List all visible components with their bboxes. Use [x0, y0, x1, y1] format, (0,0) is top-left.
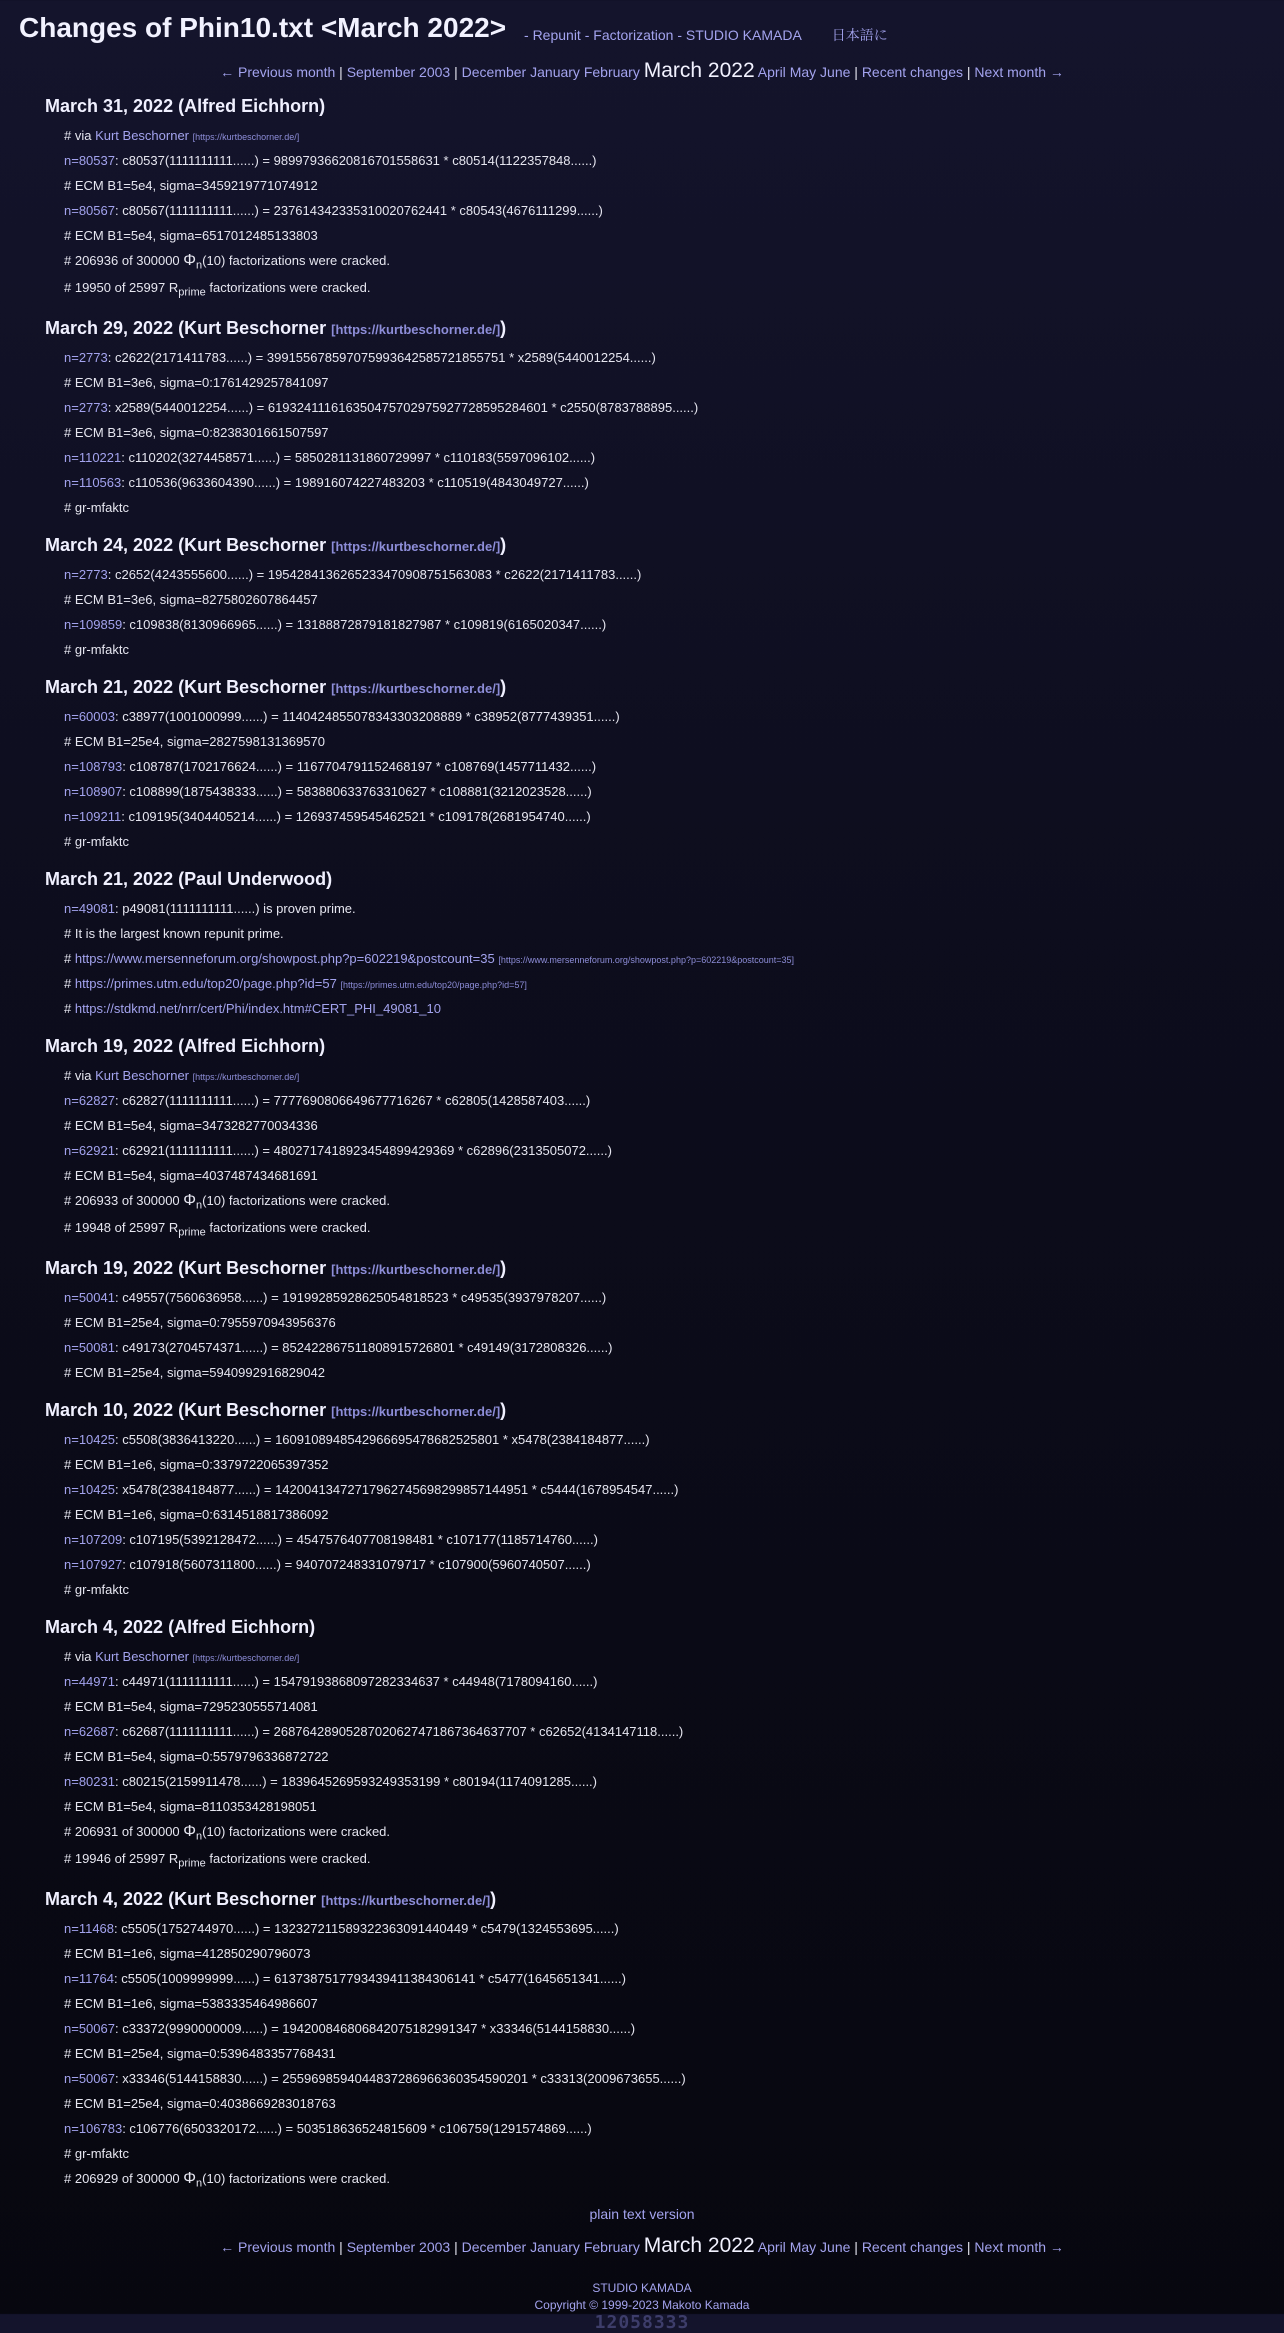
- entry-date: March 19, 2022: [45, 1258, 174, 1278]
- factor-line: [64, 804, 1284, 829]
- entry-date: March 31, 2022: [45, 96, 174, 116]
- factor-text: : x2589(5440012254......) = 619324111616350475702975927728595284601 * c2550(8783788895......): [107, 400, 699, 415]
- factor-text: : c107195(5392128472......) = 454757640770819​8481 * c107177(1185714760......): [122, 1532, 598, 1547]
- comment-line: # ECM B1=5e4, sigma=8110353428198051: [64, 1799, 317, 1814]
- comment-line: # gr-mfaktc: [64, 642, 130, 657]
- via-prefix: # via: [64, 1068, 96, 1083]
- may-link[interactable]: May: [789, 64, 817, 80]
- phi-suffix: (10) factorizations were cracked.: [202, 1193, 391, 1208]
- footer: [0, 2280, 1284, 2332]
- entry-heading: March 19, 2022 (Kurt Beschorner [https://kurtbeschorner.de/]): [45, 1258, 507, 1278]
- factorization-link[interactable]: Factorization: [593, 27, 674, 43]
- change-entry: [45, 673, 1284, 854]
- month-nav-top: [0, 59, 1284, 92]
- comment-line: # ECM B1=25e4, sigma=5940992916829042: [64, 1365, 325, 1380]
- phi-suffix: (10) factorizations were cracked.: [202, 2171, 391, 2186]
- nav-sep: |: [850, 64, 862, 80]
- comment-line: # ECM B1=1e6, sigma=5383335464986607: [64, 1996, 318, 2011]
- comment-line: # ECM B1=3e6, sigma=0:8238301661507597: [64, 425, 329, 440]
- nav-sep: |: [963, 2239, 975, 2255]
- reference-prefix: #: [64, 976, 75, 991]
- footer-studio-link[interactable]: STUDIO KAMADA: [592, 2281, 692, 2295]
- factor-line: [64, 562, 1284, 587]
- via-line: [64, 123, 1284, 148]
- dec-link[interactable]: December: [461, 64, 527, 80]
- n-link[interactable]: n=106783: [64, 2121, 123, 2136]
- entry-author: Paul Underwood: [184, 869, 327, 889]
- via-line: [64, 1644, 1284, 1669]
- n-link[interactable]: n=62827: [64, 1093, 115, 1108]
- close-paren: ): [500, 318, 507, 338]
- entry-author: Kurt Beschorner: [184, 1400, 327, 1420]
- dec-link[interactable]: December: [461, 2239, 527, 2255]
- comment-line: # ECM B1=25e4, sigma=2827598131369570: [64, 734, 325, 749]
- factor-line: [64, 2066, 1284, 2091]
- factor-line: [64, 754, 1284, 779]
- factor-text: : c2622(2171411783......) = 399155678597075993642585721855751 * x2589(5440012254......): [107, 350, 656, 365]
- n-link[interactable]: n=62687: [64, 1724, 115, 1739]
- change-entry: [45, 531, 1284, 662]
- author-url-link[interactable]: [https://kurtbeschorner.de/]: [331, 681, 501, 696]
- nav-sep: |: [450, 2239, 462, 2255]
- rprime-subscript: prime: [178, 286, 206, 299]
- factor-line: [64, 1477, 1284, 1502]
- factor-line: [64, 1719, 1284, 1744]
- phi-count-line: [64, 1819, 1284, 1844]
- n-link[interactable]: n=80231: [64, 1774, 115, 1789]
- n-link[interactable]: n=110563: [64, 475, 122, 490]
- phi-symbol: Φ: [183, 2170, 197, 2187]
- factor-line: [64, 896, 1284, 921]
- phi-symbol: Φ: [183, 1192, 197, 1209]
- author-url-link[interactable]: [https://kurtbeschorner.de/]: [331, 1262, 501, 1277]
- studio-kamada-link[interactable]: STUDIO KAMADA: [685, 27, 802, 43]
- phi-subscript: n: [196, 1199, 203, 1212]
- factor-text: : c108787(1702176624......) = 1167704791152468197 * c108769(1457711432......): [122, 759, 597, 774]
- n-link[interactable]: n=60003: [64, 709, 115, 724]
- close-paren: ): [500, 1400, 507, 1420]
- comment-line: # ECM B1=5e4, sigma=7295230555714081: [64, 1699, 318, 1714]
- factor-line: [64, 1527, 1284, 1552]
- n-link[interactable]: n=11468: [64, 1921, 115, 1936]
- via-name-link[interactable]: Kurt Beschorner: [95, 1649, 190, 1664]
- plain-text-row: [0, 2202, 1284, 2226]
- via-url-link[interactable]: [https://kurtbeschorner.de/]: [192, 132, 300, 142]
- change-entry: [45, 1885, 1284, 2191]
- comment-line: # ECM B1=5e4, sigma=4037487434681691: [64, 1168, 318, 1183]
- reference-url-link[interactable]: [https://www.mersenneforum.org/showpost.php?p=602219&postcount=35]: [498, 955, 795, 965]
- factor-text: : c110202(3274458571......) = 585028113186072​9997 * c110183(5597096102......): [121, 450, 596, 465]
- access-counter: 12058333: [594, 2312, 690, 2333]
- entry-author: Kurt Beschorner: [184, 677, 327, 697]
- factor-text: : c109838(8130966965......) = 13188872879181827987 * c109819(6165020347......): [122, 617, 607, 632]
- phi-prefix: # 206929 of 300000: [64, 2171, 184, 2186]
- phi-suffix: (10) factorizations were cracked.: [202, 1824, 391, 1839]
- entry-date: March 29, 2022: [45, 318, 174, 338]
- entry-author: Alfred Eichhorn: [184, 96, 320, 116]
- factor-text: : c109195(3404405214......) = 126937459545462521 * c109178(2681954740......): [121, 809, 591, 824]
- current-month: March 2022: [643, 2234, 755, 2257]
- factor-line: [64, 2116, 1284, 2141]
- reference-url-link[interactable]: [https://primes.utm.edu/top20/page.php?id=57]: [340, 980, 527, 990]
- comment-line: # ECM B1=1e6, sigma=0:6314518817386092: [64, 1507, 329, 1522]
- reference-link[interactable]: https://www.mersenneforum.org/showpost.php?p=602219&postcount=35: [74, 951, 495, 966]
- n-link[interactable]: n=50081: [64, 1340, 115, 1355]
- n-link[interactable]: n=80567: [64, 203, 115, 218]
- jun-link[interactable]: June: [820, 2239, 851, 2255]
- factor-text: : c80537(1111111111......) = 989979366208167015586​31 * c80514(1122357848......): [114, 153, 597, 168]
- nav-sep: |: [450, 64, 462, 80]
- n-link[interactable]: n=50067: [64, 2071, 115, 2086]
- factor-text: : c62827(1111111111......) = 7777690806649677716267 * c62805(1428587403......): [114, 1093, 591, 1108]
- comment-line: # ECM B1=5e4, sigma=0:5579796336872722: [64, 1749, 329, 1764]
- factor-text: : c106776(6503320172......) = 503518636524815609 * c106759(1291574869......): [122, 2121, 592, 2136]
- comment-line: # ECM B1=25e4, sigma=0:7955970943956376: [64, 1315, 336, 1330]
- phi-subscript: n: [196, 2177, 203, 2190]
- factor-text: : c80215(2159911478......) = 183964526959324935319​9 * c80194(1174091285......): [114, 1774, 597, 1789]
- recent-changes-link[interactable]: Recent changes: [861, 2239, 963, 2255]
- change-entry: [45, 1254, 1284, 1385]
- factor-line: [64, 1138, 1284, 1163]
- factor-text: : c107918(5607311800......) = 940707248331079717 * c107900(5960740507......): [122, 1557, 591, 1572]
- change-entry: [45, 1032, 1284, 1243]
- rprime-suffix: factorizations were cracked.: [205, 280, 371, 295]
- phi-symbol: Φ: [183, 1823, 197, 1840]
- factor-line: [64, 148, 1284, 173]
- author-url-link[interactable]: [https://kurtbeschorner.de/]: [331, 322, 501, 337]
- close-paren: ): [500, 677, 507, 697]
- may-link[interactable]: May: [789, 2239, 817, 2255]
- header-links: [524, 25, 888, 45]
- author-url-link[interactable]: [https://kurtbeschorner.de/]: [331, 1404, 501, 1419]
- next-month-link[interactable]: Next month →: [974, 2239, 1064, 2255]
- via-prefix: # via: [64, 1649, 96, 1664]
- rprime-suffix: factorizations were cracked.: [205, 1220, 371, 1235]
- factor-text: : c44971(1111111111......) = 1547919386809728233​4637 * c44948(7178094160......): [114, 1674, 598, 1689]
- entry-date: March 4, 2022: [45, 1889, 164, 1909]
- recent-changes-link[interactable]: Recent changes: [861, 64, 963, 80]
- entry-heading: March 4, 2022 (Kurt Beschorner [https://kurtbeschorner.de/]): [45, 1889, 497, 1909]
- change-entry: [45, 865, 1284, 1021]
- n-link[interactable]: n=108907: [64, 784, 123, 799]
- factor-text: : c62921(1111111111......) = 48027174189234548994293​69 * c62896(2313505072......): [114, 1143, 612, 1158]
- reference-line: [64, 971, 1284, 996]
- factor-text: : c33372(9990000009......) = 1942008468068420751829913​47 * x33346(5144158830......): [114, 2021, 636, 2036]
- author-url-link[interactable]: [https://kurtbeschorner.de/]: [321, 1893, 491, 1908]
- comment-line: # gr-mfaktc: [64, 500, 130, 515]
- entry-date: March 24, 2022: [45, 535, 174, 555]
- rprime-subscript: prime: [178, 1226, 206, 1239]
- entry-author: Kurt Beschorner: [184, 318, 327, 338]
- phi-symbol: Φ: [183, 252, 197, 269]
- plain-text-link[interactable]: plain text version: [589, 2206, 695, 2222]
- factor-line: [64, 1088, 1284, 1113]
- factor-line: [64, 1966, 1284, 1991]
- comment-line: # ECM B1=1e6, sigma=4128502907960​73: [64, 1946, 311, 1961]
- jan-link[interactable]: January: [530, 64, 580, 80]
- close-paren: ): [319, 96, 326, 116]
- n-link[interactable]: n=2773: [64, 350, 108, 365]
- factor-line: [64, 1285, 1284, 1310]
- n-link[interactable]: n=108793: [64, 759, 123, 774]
- phi-suffix: (10) factorizations were cracked.: [202, 253, 391, 268]
- copyright: Copyright © 1999-2023 Makoto Kamada: [534, 2298, 750, 2312]
- comment-line: # ECM B1=5e4, sigma=6517012485133803: [64, 228, 318, 243]
- comment-line: # It is the largest known repunit prime.: [64, 926, 284, 941]
- n-link[interactable]: n=109211: [64, 809, 122, 824]
- factor-text: : c49173(2704574371......) = 8524228675118089157268​01 * c49149(3172808326......): [114, 1340, 613, 1355]
- factor-text: : c5505(1009999999......) = 6137387517793439411384306141 * c5477(1645651341......): [114, 1971, 626, 1986]
- entry-heading: March 31, 2022 (Alfred Eichhorn): [45, 96, 326, 116]
- via-url-link[interactable]: [https://kurtbeschorner.de/]: [192, 1653, 300, 1663]
- factor-line: [64, 2016, 1284, 2041]
- reference-line: [64, 946, 1284, 971]
- rprime-prefix: # 19950 of 25997 R: [64, 280, 179, 295]
- factor-line: [64, 445, 1284, 470]
- n-link[interactable]: n=107927: [64, 1557, 123, 1572]
- comment-line: # gr-mfaktc: [64, 1582, 130, 1597]
- factor-line: [64, 470, 1284, 495]
- phi-subscript: n: [196, 259, 203, 272]
- rprime-prefix: # 19946 of 25997 R: [64, 1851, 179, 1866]
- n-link[interactable]: n=49081: [64, 901, 115, 916]
- comment-line: # ECM B1=3e6, sigma=0:1761429257841097: [64, 375, 329, 390]
- factor-text: : x33346(5144158830......) = 2559698594044837286966360354590201 * c33313(2009673655......): [114, 2071, 686, 2086]
- factor-line: [64, 1916, 1284, 1941]
- factor-text: : c108899(1875438333......) = 583880633763310627 * c108881(3212023528......): [122, 784, 592, 799]
- nav-sep: |: [335, 64, 347, 80]
- n-link[interactable]: n=62921: [64, 1143, 115, 1158]
- entry-heading: March 4, 2022 (Alfred Eichhorn): [45, 1617, 316, 1637]
- sep2003-link[interactable]: September 2003: [346, 2239, 451, 2255]
- n-link[interactable]: n=11764: [64, 1971, 115, 1986]
- factor-text: : c62687(1111111111......) = 268764289052870206274718673646377​07 * c62652(4134147118......): [114, 1724, 684, 1739]
- n-link[interactable]: n=2773: [64, 400, 108, 415]
- factor-line: [64, 1335, 1284, 1360]
- via-url-link[interactable]: [https://kurtbeschorner.de/]: [192, 1072, 300, 1082]
- close-paren: ): [326, 869, 333, 889]
- factor-line: [64, 779, 1284, 804]
- comment-line: # gr-mfaktc: [64, 2146, 130, 2161]
- header-sep: -: [524, 27, 533, 43]
- repunit-link[interactable]: Repunit: [532, 27, 581, 43]
- factor-text: : x5478(2384184877......) = 14200413472717962745698299857144951 * c5444(1678954547......): [114, 1482, 679, 1497]
- feb-link[interactable]: February: [583, 2239, 640, 2255]
- factor-text: : c5508(3836413220......) = 1609108948542966695478682525801 * x5478(2384184877......): [114, 1432, 650, 1447]
- phi-prefix: # 206936 of 300000: [64, 253, 184, 268]
- change-entry: [45, 1613, 1284, 1874]
- changes-list: [0, 92, 1284, 2191]
- comment-line: # ECM B1=25e4, sigma=0:5396483357768431: [64, 2046, 336, 2061]
- reference-line: [64, 996, 1284, 1021]
- prev-month-link[interactable]: ← Previous month: [220, 2239, 336, 2255]
- entry-author: Alfred Eichhorn: [174, 1617, 310, 1637]
- n-link[interactable]: n=50041: [64, 1290, 115, 1305]
- rprime-count-line: [64, 1213, 1284, 1243]
- n-link[interactable]: n=50067: [64, 2021, 115, 2036]
- factor-line: [64, 1552, 1284, 1577]
- entry-author: Kurt Beschorner: [184, 1258, 327, 1278]
- factor-line: [64, 704, 1284, 729]
- via-line: [64, 1063, 1284, 1088]
- header-sep: -: [580, 27, 594, 43]
- nav-sep: |: [335, 2239, 347, 2255]
- rprime-suffix: factorizations were cracked.: [205, 1851, 371, 1866]
- entry-heading: March 21, 2022 (Paul Underwood): [45, 869, 333, 889]
- entry-author: Alfred Eichhorn: [184, 1036, 320, 1056]
- reference-link[interactable]: https://primes.utm.edu/top20/page.php?id=57: [74, 976, 337, 991]
- entry-author: Kurt Beschorner: [174, 1889, 317, 1909]
- factor-text: : c80567(1111111111......) = 2376143423353100207624​41 * c80543(4676111299......): [114, 203, 603, 218]
- n-link[interactable]: n=107209: [64, 1532, 123, 1547]
- n-link[interactable]: n=2773: [64, 567, 108, 582]
- prev-month-link[interactable]: ← Previous month: [220, 64, 336, 80]
- change-entry: [45, 314, 1284, 520]
- entry-date: March 19, 2022: [45, 1036, 174, 1056]
- close-paren: ): [490, 1889, 497, 1909]
- close-paren: ): [500, 535, 507, 555]
- header-sep: -: [673, 27, 686, 43]
- rprime-prefix: # 19948 of 25997 R: [64, 1220, 179, 1235]
- japanese-link[interactable]: 日本語に: [831, 27, 888, 43]
- comment-line: # ECM B1=25e4, sigma=0:4038669283018763: [64, 2096, 336, 2111]
- phi-prefix: # 206931 of 300000: [64, 1824, 184, 1839]
- sep2003-link[interactable]: September 2003: [346, 64, 451, 80]
- comment-line: # ECM B1=5e4, sigma=3473282770034336: [64, 1118, 318, 1133]
- n-link[interactable]: n=44971: [64, 1674, 115, 1689]
- factor-line: [64, 612, 1284, 637]
- close-paren: ): [309, 1617, 316, 1637]
- factor-text: : p49081(1111111111......) is proven prime.: [114, 901, 356, 916]
- factor-line: [64, 198, 1284, 223]
- entry-author: Kurt Beschorner: [184, 535, 327, 555]
- rprime-count-line: [64, 273, 1284, 303]
- n-link[interactable]: n=10425: [64, 1482, 115, 1497]
- author-url-link[interactable]: [https://kurtbeschorner.de/]: [331, 539, 501, 554]
- comment-line: # ECM B1=5e4, sigma=3459219771074912: [64, 178, 318, 193]
- comment-line: # ECM B1=1e6, sigma=0:3379722065397352: [64, 1457, 329, 1472]
- nav-sep: |: [850, 2239, 862, 2255]
- comment-line: # ECM B1=3e6, sigma=8275802607864457: [64, 592, 318, 607]
- factor-text: : c2652(4243555600......) = 19542841362652334709087515630​83 * c2622(2171411783......): [107, 567, 642, 582]
- via-prefix: # via: [64, 128, 96, 143]
- entry-heading: March 29, 2022 (Kurt Beschorner [https://kurtbeschorner.de/]): [45, 318, 507, 338]
- rprime-subscript: prime: [178, 1857, 206, 1870]
- reference-prefix: #: [64, 1001, 75, 1016]
- entry-heading: March 10, 2022 (Kurt Beschorner [https://kurtbeschorner.de/]): [45, 1400, 507, 1420]
- phi-subscript: n: [196, 1830, 203, 1843]
- entry-heading: March 19, 2022 (Alfred Eichhorn): [45, 1036, 326, 1056]
- via-name-link[interactable]: Kurt Beschorner: [95, 128, 190, 143]
- jan-link[interactable]: January: [530, 2239, 580, 2255]
- entry-date: March 21, 2022: [45, 677, 174, 697]
- close-paren: ): [500, 1258, 507, 1278]
- close-paren: ): [319, 1036, 326, 1056]
- current-month: March 2022: [643, 59, 755, 82]
- header: [0, 0, 1284, 52]
- apr-link[interactable]: April: [757, 64, 786, 80]
- apr-link[interactable]: April: [757, 2239, 786, 2255]
- reference-link[interactable]: https://stdkmd.net/nrr/cert/Phi/index.htm#CERT_PHI_49081_10: [74, 1001, 441, 1016]
- reference-prefix: #: [64, 951, 75, 966]
- factor-text: : c110536(9633604390......) = 198916074227483203 * c110519(4843049727......): [121, 475, 589, 490]
- comment-line: # gr-mfaktc: [64, 834, 130, 849]
- factor-text: : c38977(1001000999......) = 114042485507834330320​8889 * c38952(8777439351......): [114, 709, 620, 724]
- n-link[interactable]: n=80537: [64, 153, 115, 168]
- phi-count-line: [64, 1188, 1284, 1213]
- factor-line: [64, 1427, 1284, 1452]
- n-link[interactable]: n=10425: [64, 1432, 115, 1447]
- entry-heading: March 24, 2022 (Kurt Beschorner [https://kurtbeschorner.de/]): [45, 535, 507, 555]
- change-entry: [45, 92, 1284, 303]
- next-month-link[interactable]: Next month →: [974, 64, 1064, 80]
- factor-line: [64, 345, 1284, 370]
- factor-line: [64, 1769, 1284, 1794]
- jun-link[interactable]: June: [820, 64, 851, 80]
- entry-date: March 4, 2022: [45, 1617, 164, 1637]
- entry-date: March 21, 2022: [45, 869, 174, 889]
- n-link[interactable]: n=109859: [64, 617, 123, 632]
- entry-date: March 10, 2022: [45, 1400, 174, 1420]
- change-entry: [45, 1396, 1284, 1602]
- rprime-count-line: [64, 1844, 1284, 1874]
- phi-prefix: # 206933 of 300000: [64, 1193, 184, 1208]
- feb-link[interactable]: February: [583, 64, 640, 80]
- month-nav-bottom: [0, 2234, 1284, 2266]
- nav-sep: |: [963, 64, 975, 80]
- factor-line: [64, 1669, 1284, 1694]
- factor-text: : c5505(1752744970......) = 1323272115893223630914404​49 * c5479(1324553695......): [114, 1921, 619, 1936]
- page-title: Changes of Phin10.txt <March 2022>: [19, 12, 507, 43]
- via-name-link[interactable]: Kurt Beschorner: [95, 1068, 190, 1083]
- factor-text: : c49557(7560636958......) = 1919928592862505481852​3 * c49535(3937978207......): [114, 1290, 607, 1305]
- phi-count-line: [64, 248, 1284, 273]
- phi-count-line: [64, 2166, 1284, 2191]
- n-link[interactable]: n=110221: [64, 450, 122, 465]
- factor-line: [64, 395, 1284, 420]
- entry-heading: March 21, 2022 (Kurt Beschorner [https://kurtbeschorner.de/]): [45, 677, 507, 697]
